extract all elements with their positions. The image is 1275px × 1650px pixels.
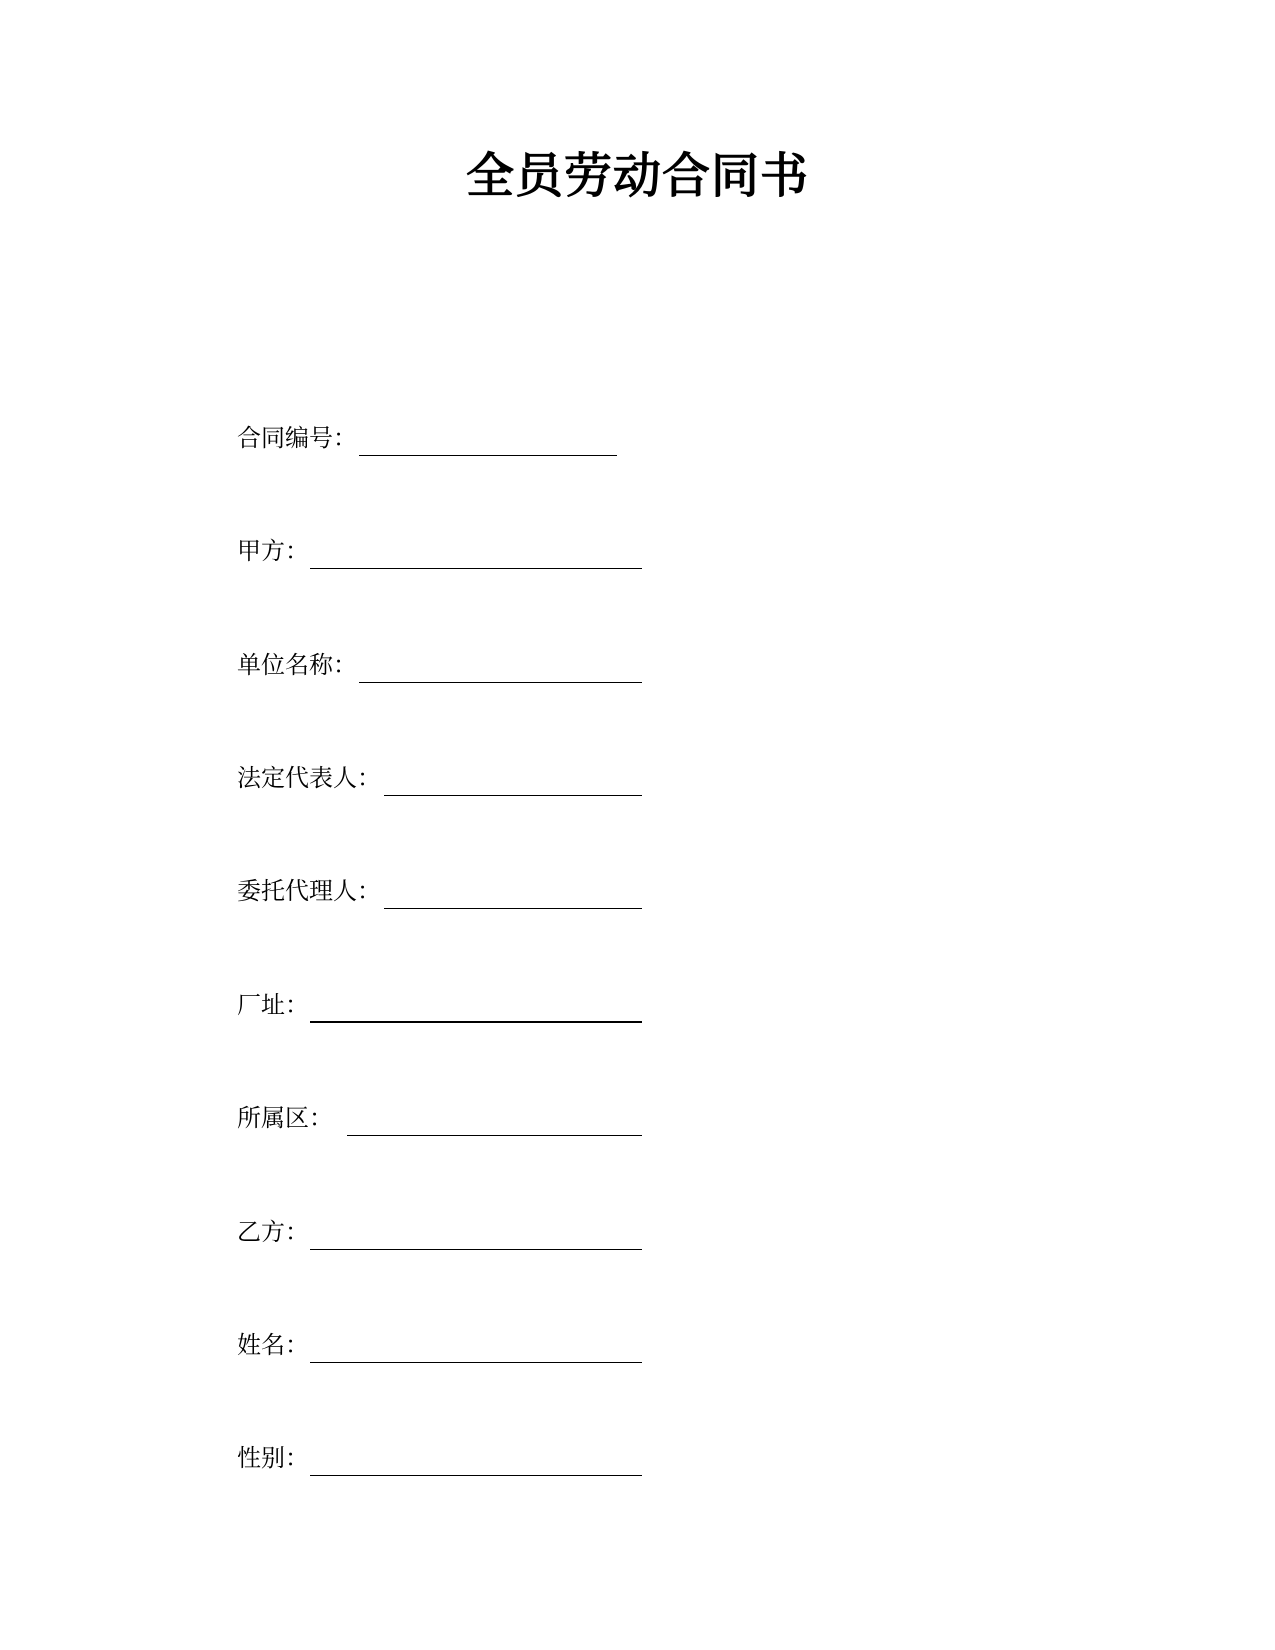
field-label: 厂址： [237, 991, 309, 1019]
field-label: 甲方： [237, 537, 309, 565]
factory-address-input-line[interactable] [310, 1021, 642, 1023]
field-label: 单位名称： [237, 651, 357, 679]
party-b-input-line[interactable] [310, 1249, 642, 1250]
party-a-input-line[interactable] [310, 568, 642, 569]
field-label: 委托代理人： [237, 877, 381, 905]
legal-representative-input-line[interactable] [384, 795, 642, 796]
contract-number-input-line[interactable] [359, 455, 617, 456]
document-title: 全员劳动合同书 [465, 148, 809, 204]
field-label: 所属区： [237, 1104, 333, 1132]
field-label: 姓名： [237, 1331, 309, 1359]
authorized-agent-input-line[interactable] [384, 908, 642, 909]
field-label: 法定代表人： [237, 764, 381, 792]
unit-name-input-line[interactable] [359, 682, 642, 683]
district-input-line[interactable] [347, 1135, 642, 1136]
field-label: 乙方： [237, 1218, 309, 1246]
field-label: 性别： [237, 1444, 309, 1472]
field-label: 合同编号： [237, 424, 357, 452]
gender-input-line[interactable] [310, 1475, 642, 1476]
name-input-line[interactable] [310, 1362, 642, 1363]
